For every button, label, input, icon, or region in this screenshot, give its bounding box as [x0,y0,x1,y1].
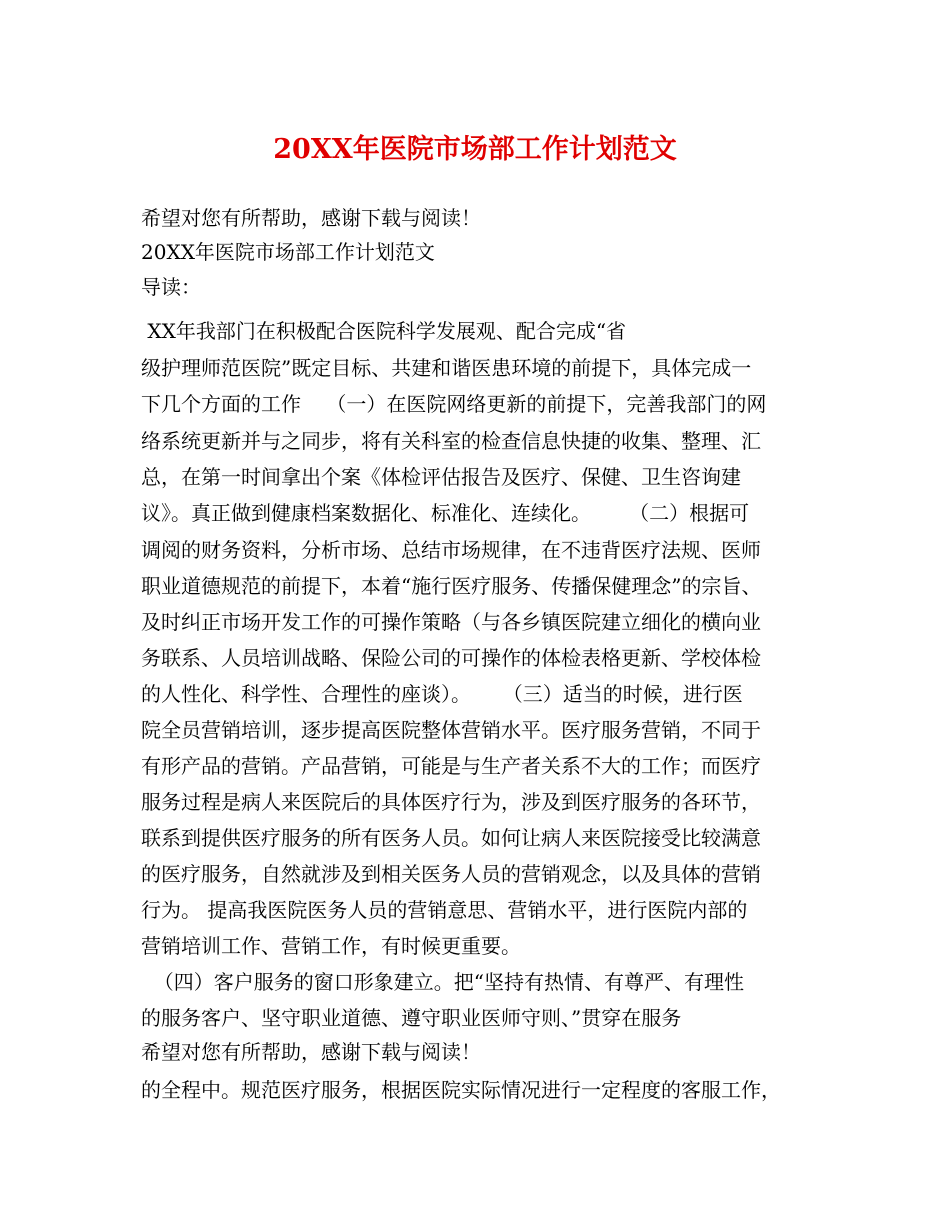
body-line: 的全程中。规范医疗服务，根据医院实际情况进行一定程度的客服工作， [141,1078,781,1102]
body-line: 营销培训工作、营销工作，有时候更重要。 [141,934,521,958]
body-line: 20XX年医院市场部工作计划范文 [141,240,435,264]
body-line: 的医疗服务，自然就涉及到相关医务人员的营销观念，以及具体的营销 [141,862,761,886]
body-line: 及时纠正市场开发工作的可操作策略（与各乡镇医院建立细化的横向业 [141,610,761,634]
body-line: 务联系、人员培训战略、保险公司的可操作的体检表格更新、学校体检 [141,646,761,670]
body-line: 院全员营销培训，逐步提高医院整体营销水平。医疗服务营销，不同于 [141,718,761,742]
body-line: 总，在第一时间拿出个案《体检评估报告及医疗、保健、卫生咨询建 [141,465,741,489]
body-line: 职业道德规范的前提下，本着“施行医疗服务、传播保健理念”的宗旨、 [141,574,762,598]
body-line: 的服务客户、坚守职业道德、遵守职业医师守则、”贯穿在服务 [141,1006,682,1030]
body-line: 级护理师范医院”既定目标、共建和谐医患环境的前提下，具体完成一 [141,356,752,380]
body-line: 有形产品的营销。产品营销，可能是与生产者关系不大的工作；而医疗 [141,754,761,778]
body-line: 调阅的财务资料，分析市场、总结市场规律，在不违背医疗法规、医师 [141,538,761,562]
body-line: 议》。真正做到健康档案数据化、标准化、连续化。 （二）根据可 [141,501,750,525]
body-line: 联系到提供医疗服务的所有医务人员。如何让病人来医院接受比较满意 [141,826,761,850]
body-line: 希望对您有所帮助，感谢下载与阅读！ [141,1040,481,1064]
body-line: 行为。 提高我医院医务人员的营销意思、营销水平，进行医院内部的 [141,898,748,922]
body-line: （四）客户服务的窗口形象建立。把“坚持有热情、有尊严、有理性 [141,970,744,994]
body-line: 服务过程是病人来医院后的具体医疗行为，涉及到医疗服务的各环节， [141,790,761,814]
body-line: 导读： [141,275,201,299]
body-line: XX年我部门在积极配合医院科学发展观、配合完成“省 [141,319,627,343]
body-line: 希望对您有所帮助，感谢下载与阅读！ [141,206,481,230]
body-line: 的人性化、科学性、合理性的座谈）。 （三）适当的时候，进行医 [141,682,743,706]
body-line: 下几个方面的工作 （一）在医院网络更新的前提下，完善我部门的网 [141,392,767,416]
body-line: 络系统更新并与之同步，将有关科室的检查信息快捷的收集、整理、汇 [141,429,761,453]
document-title: 20XX年医院市场部工作计划范文 [273,134,677,165]
